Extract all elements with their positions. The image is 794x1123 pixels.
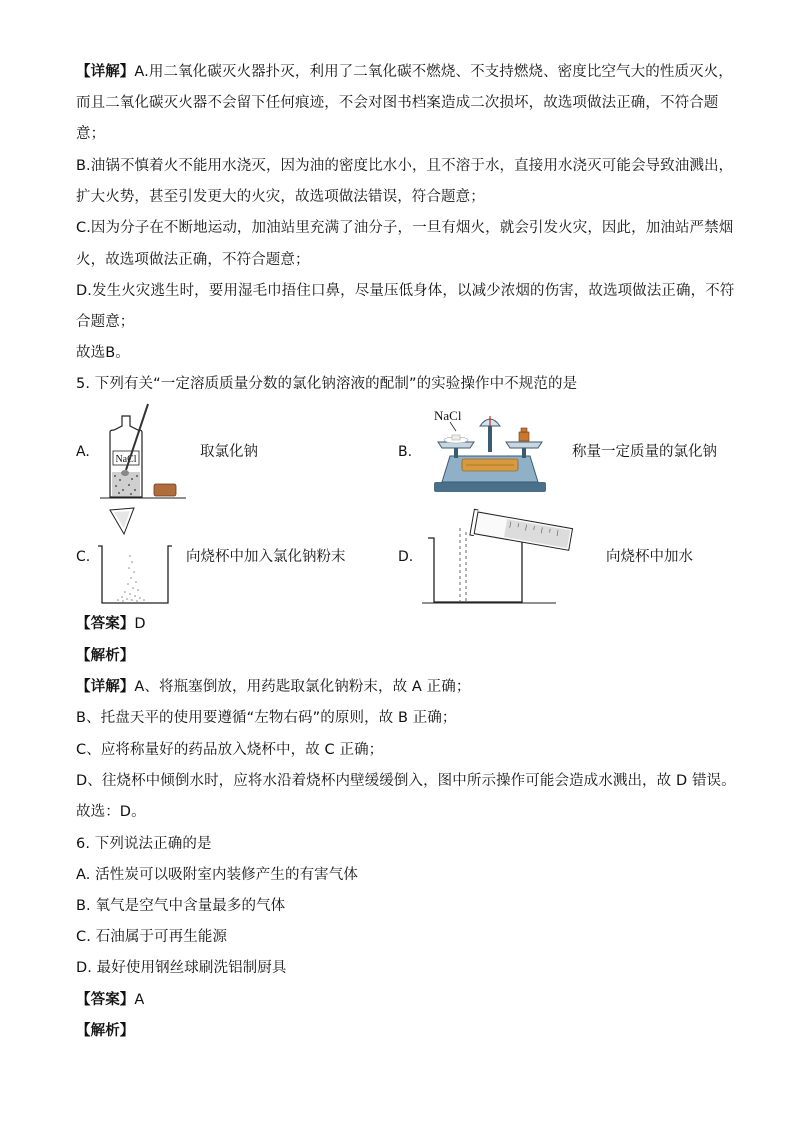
- option-a-label: 取氯化钠: [200, 444, 258, 460]
- answer-value: D: [134, 616, 146, 632]
- option-b-label: 称量一定质量的氯化钠: [572, 444, 717, 460]
- analysis-text: A.用二氧化碳灭火器扑灭，利用了二氧化碳不燃烧、不支持燃烧、密度比空气大的性质灭火，: [134, 64, 733, 80]
- analysis-line-4: B.油锅不慎着火不能用水浇灭，因为油的密度比水小，且不溶于水，直接用水浇灭可能会导致油溅出，: [76, 158, 734, 174]
- conclusion-line: 故选B。: [76, 345, 130, 361]
- q6-option-c: C. 石油属于可再生能源: [76, 929, 228, 945]
- analysis-line-8: D.发生火灾逃生时，要用湿毛巾捂住口鼻，尽量压低身体，以减少浓烟的伤害，故选项做法正确，不符: [76, 283, 735, 299]
- q5-conclusion: 故选：D。: [76, 804, 146, 820]
- q5-analysis-tag: 【解析】: [76, 648, 135, 664]
- q6-answer: [76, 990, 144, 1010]
- analysis-line-3: 意；: [76, 126, 106, 142]
- q5-detail-line-2: B、托盘天平的使用要遵循“左物右码”的原则，故 B 正确；: [76, 710, 457, 726]
- detail-tag: 【详解】: [76, 64, 135, 80]
- option-b-letter: B.: [398, 444, 413, 460]
- detail-tag: 【详解】: [76, 679, 135, 695]
- q5-detail-line-4: D、往烧杯中倾倒水时，应将水沿着烧杯内壁缓缓倒入，图中所示操作可能会造成水溅出，故 D 错误。: [76, 773, 736, 789]
- q6-analysis-tag: 【解析】: [76, 1023, 135, 1039]
- option-d-letter: D.: [398, 549, 414, 565]
- analysis-line-9: 合题意；: [76, 314, 135, 330]
- answer-tag: 【答案】: [76, 992, 135, 1008]
- detail-text: A、将瓶塞倒放，用药匙取氯化钠粉末，故 A 正确；: [134, 679, 471, 695]
- q5-detail-line-1: [76, 677, 470, 697]
- option-a-illustration: [100, 402, 190, 500]
- q6-option-d: D. 最好使用钢丝球刷洗铝制厨具: [76, 960, 287, 976]
- question-6-stem: 6. 下列说法正确的是: [76, 836, 212, 852]
- q6-option-a: A. 活性炭可以吸附室内装修产生的有害气体: [76, 867, 358, 883]
- q5-answer: [76, 614, 146, 634]
- option-c-label: 向烧杯中加入氯化钠粉末: [186, 549, 346, 565]
- option-c-illustration: [94, 506, 176, 606]
- analysis-line-1: [76, 62, 733, 82]
- option-b-illustration: [426, 404, 552, 496]
- option-a-letter: A.: [76, 444, 90, 460]
- option-d-illustration: [420, 502, 580, 606]
- analysis-line-7: 火，故选项做法正确，不符合题意；: [76, 252, 310, 268]
- q5-detail-line-3: C、应将称量好的药品放入烧杯中，故 C 正确；: [76, 742, 384, 758]
- q6-option-b: B. 氧气是空气中含量最多的气体: [76, 898, 286, 914]
- analysis-line-6: C.因为分子在不断地运动，加油站里充满了油分子，一旦有烟火，就会引发火灾，因此，加油站严禁烟: [76, 220, 734, 236]
- bottle-label: NaCl: [115, 454, 137, 465]
- answer-tag: 【答案】: [76, 616, 135, 632]
- analysis-line-5: 扩大火势，甚至引发更大的火灾，故选项做法错误，符合题意；: [76, 189, 485, 205]
- option-d-label: 向烧杯中加水: [606, 549, 693, 565]
- balance-label: NaCl: [434, 408, 462, 423]
- analysis-line-2: 而且二氧化碳灭火器不会留下任何痕迹，不会对图书档案造成二次损坏，故选项做法正确，不符合题: [76, 95, 719, 111]
- answer-value: A: [134, 992, 145, 1008]
- question-5-stem: 5. 下列有关“一定溶质质量分数的氯化钠溶液的配制”的实验操作中不规范的是: [76, 376, 578, 392]
- option-c-letter: C.: [76, 549, 91, 565]
